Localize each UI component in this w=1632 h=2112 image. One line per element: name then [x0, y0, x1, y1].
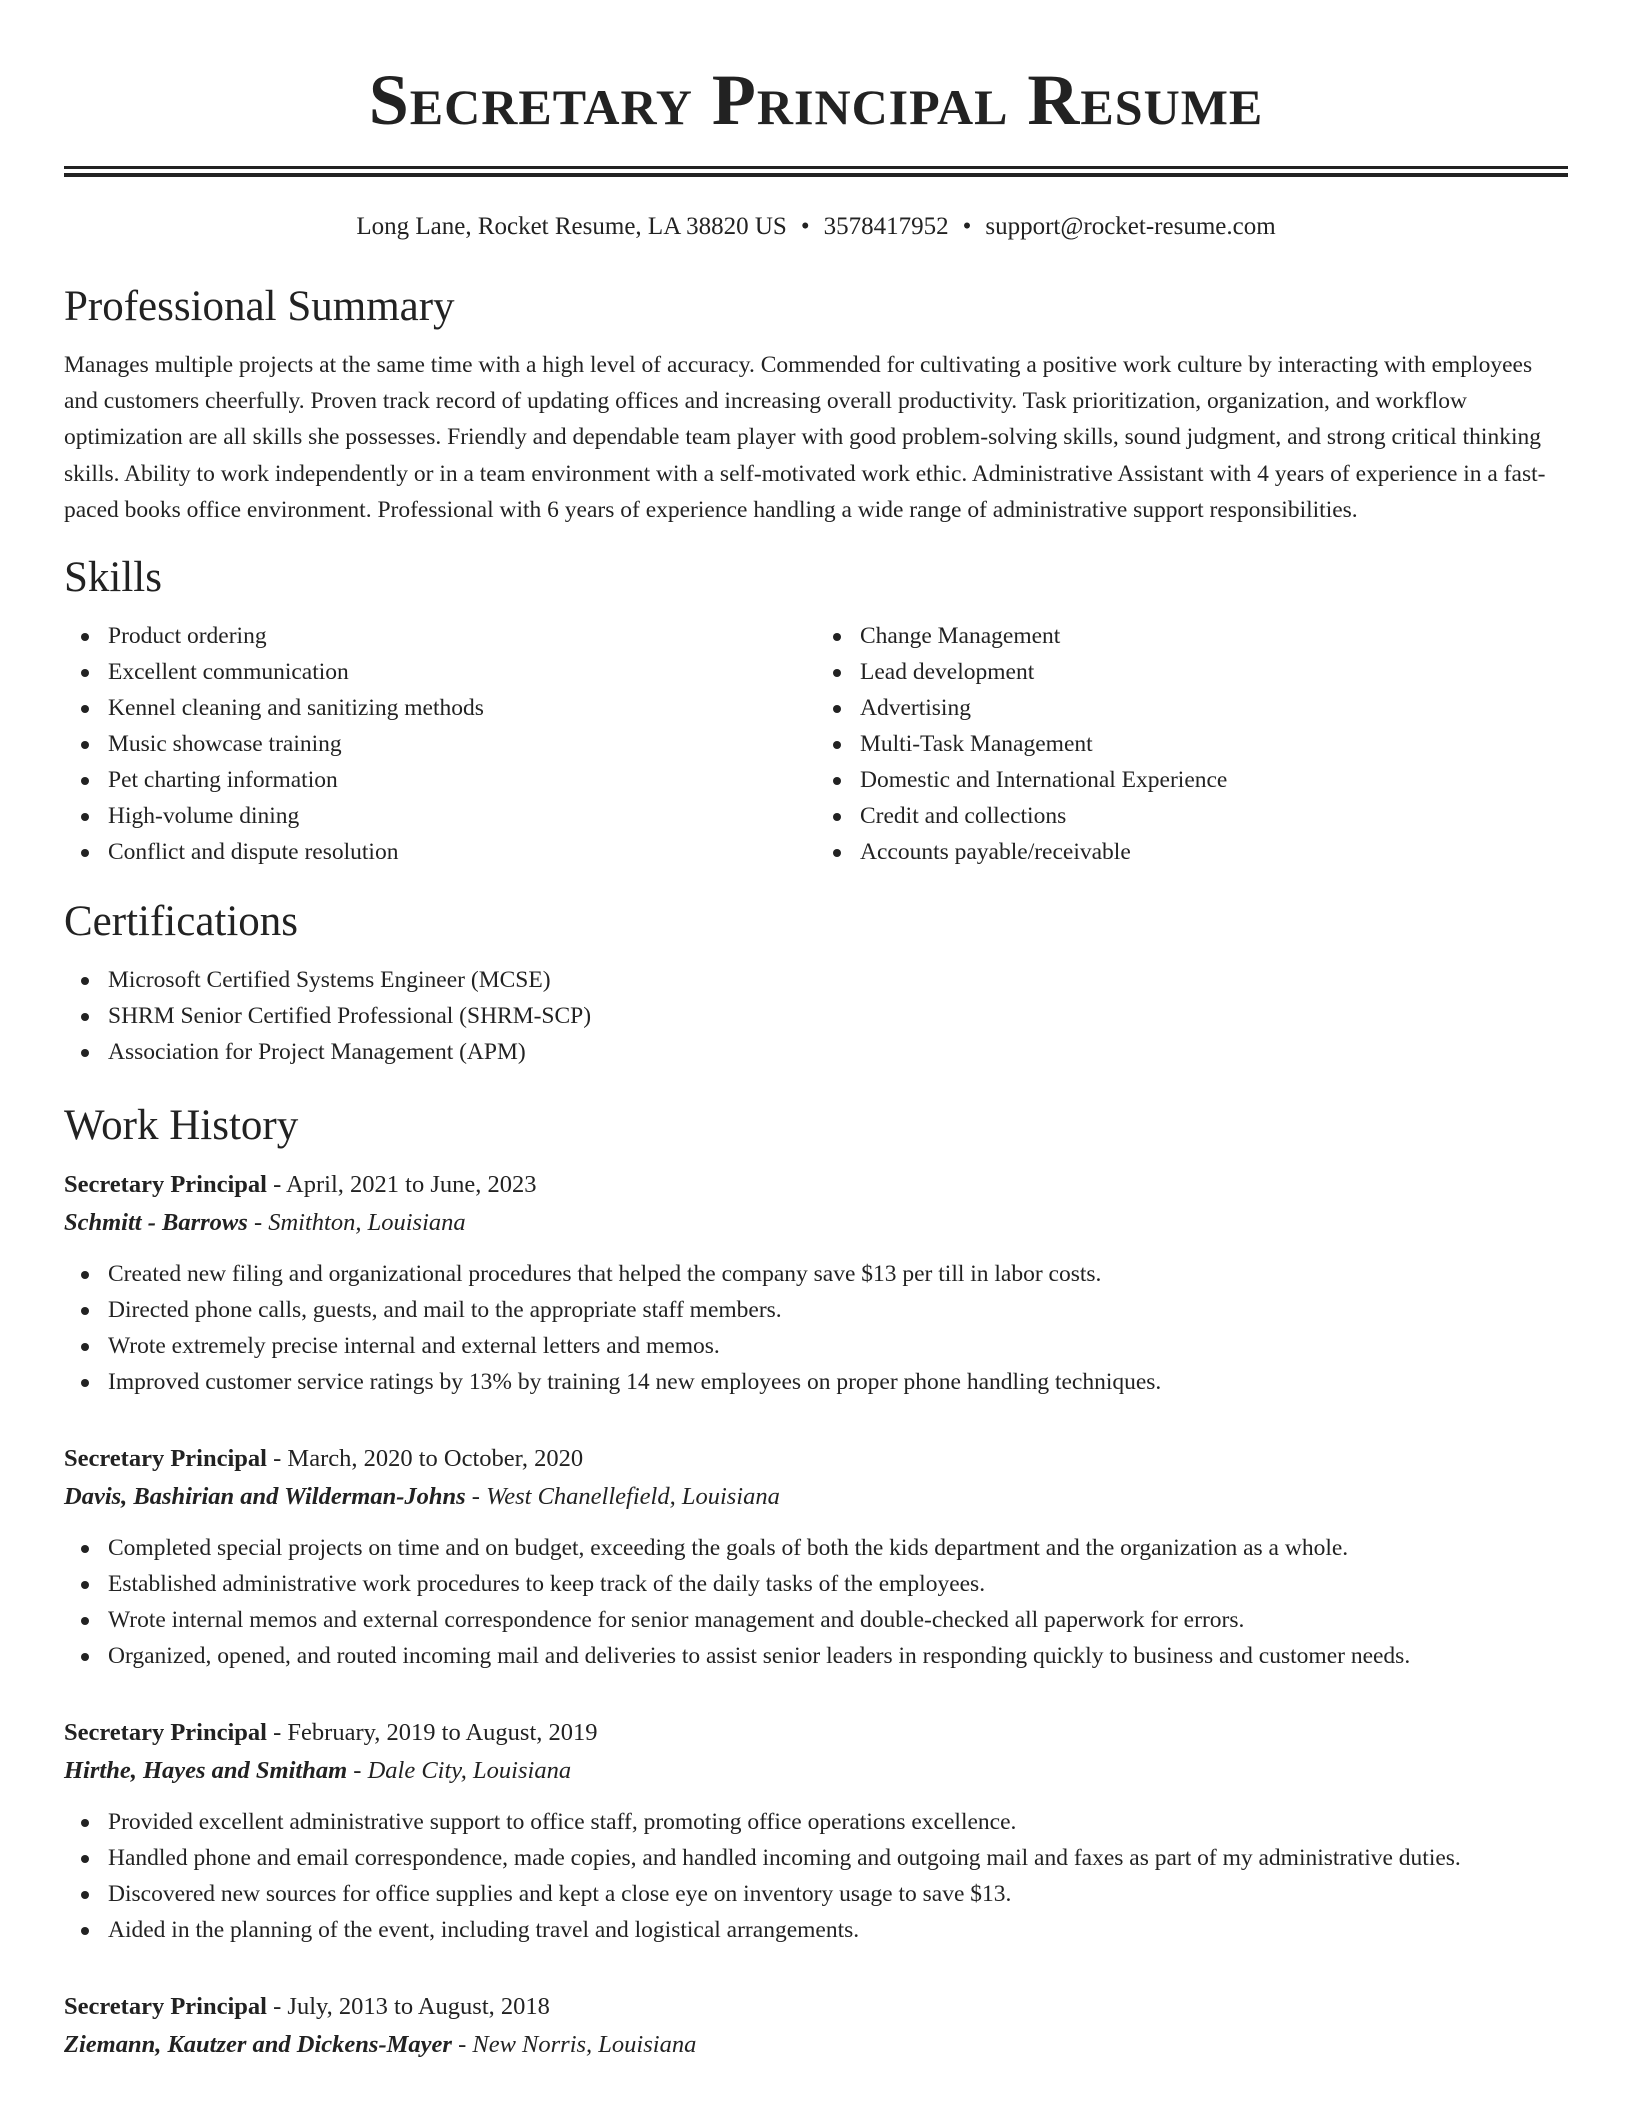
job-dates: April, 2021 to June, 2023 [286, 1171, 537, 1199]
job-company-line [64, 1204, 1568, 1242]
job-location: Smithton, Louisiana [268, 1209, 466, 1237]
job-bullet: Aided in the planning of the event, including travel and logistical arrangements. [64, 1912, 1568, 1948]
job-bullet: Discovered new sources for office supplies and kept a close eye on inventory usage to save $13. [64, 1876, 1568, 1912]
job-dates: March, 2020 to October, 2020 [287, 1445, 584, 1473]
job-entry [64, 1988, 1568, 2064]
contact-phone: 3578417952 [823, 213, 949, 240]
job-dash: - [266, 1993, 288, 2021]
job-company: Davis, Bashirian and Wilderman-Johns [64, 1483, 466, 1511]
job-entry [64, 1166, 1568, 1400]
job-dates: February, 2019 to August, 2019 [287, 1719, 598, 1747]
job-bullet: Handled phone and email correspondence, made copies, and handled incoming and outgoing mail and faxes as part of my administrative duties. [64, 1840, 1568, 1876]
skill-item: Music showcase training [64, 726, 816, 762]
job-bullet: Created new filing and organizational procedures that helped the company save $13 per till in labor costs. [64, 1256, 1568, 1292]
job-title-line [64, 1166, 1568, 1204]
job-company-line [64, 1752, 1568, 1790]
job-location: New Norris, Louisiana [472, 2031, 697, 2059]
job-bullet: Improved customer service ratings by 13% by training 14 new employees on proper phone handling techniques. [64, 1364, 1568, 1400]
contact-address: Long Lane, Rocket Resume, LA 38820 US [356, 213, 787, 240]
job-company: Schmitt - Barrows [64, 1209, 248, 1237]
job-location: West Chanellefield, Louisiana [486, 1483, 780, 1511]
skill-item: Kennel cleaning and sanitizing methods [64, 690, 816, 726]
skill-item: Change Management [816, 618, 1568, 654]
skill-item: Accounts payable/receivable [816, 834, 1568, 870]
skill-item: Multi-Task Management [816, 726, 1568, 762]
job-location: Dale City, Louisiana [367, 1757, 572, 1785]
work-history-list [64, 1166, 1568, 2064]
job-entry [64, 1714, 1568, 1948]
skill-item: Pet charting information [64, 762, 816, 798]
job-title: Secretary Principal [64, 1719, 267, 1747]
skill-item: Conflict and dispute resolution [64, 834, 816, 870]
skill-item: Credit and collections [816, 798, 1568, 834]
job-dash: - [347, 1757, 368, 1785]
job-bullet: Provided excellent administrative support to office staff, promoting office operations excellence. [64, 1804, 1568, 1840]
skills-columns [64, 618, 1568, 870]
certification-item: Microsoft Certified Systems Engineer (MCSE) [64, 962, 1568, 998]
summary-heading: Professional Summary [64, 283, 455, 330]
skills-heading: Skills [64, 554, 162, 602]
job-bullet-list [64, 1256, 1568, 1400]
job-bullet-list [64, 1804, 1568, 1948]
job-bullet: Directed phone calls, guests, and mail to the appropriate staff members. [64, 1292, 1568, 1328]
job-dash: - [247, 1209, 269, 1237]
resume-title: Secretary Principal Resume [368, 60, 1264, 140]
job-dash: - [451, 2031, 473, 2059]
job-dash: - [266, 1445, 288, 1473]
skill-item: Lead development [816, 654, 1568, 690]
job-entry [64, 1440, 1568, 1674]
skills-list-left [64, 618, 816, 870]
skills-list-right [816, 618, 1568, 870]
certification-item: Association for Project Management (APM) [64, 1034, 1568, 1070]
skill-item: Product ordering [64, 618, 816, 654]
job-title-line [64, 1988, 1568, 2026]
job-bullet: Wrote extremely precise internal and external letters and memos. [64, 1328, 1568, 1364]
work-history-heading: Work History [64, 1102, 299, 1150]
job-company-line [64, 1478, 1568, 1516]
contact-line [64, 211, 1568, 243]
job-title: Secretary Principal [64, 1993, 267, 2021]
job-title-line [64, 1440, 1568, 1478]
contact-email[interactable]: support@rocket-resume.com [985, 213, 1276, 240]
job-dash: - [266, 1171, 287, 1199]
job-company: Hirthe, Hayes and Smitham [64, 1757, 348, 1785]
job-dates: July, 2013 to August, 2018 [287, 1993, 550, 2021]
skill-item: High-volume dining [64, 798, 816, 834]
skill-item: Excellent communication [64, 654, 816, 690]
job-title: Secretary Principal [64, 1445, 267, 1473]
job-bullet-list [64, 1530, 1568, 1674]
contact-separator: • [800, 213, 810, 240]
job-title-line [64, 1714, 1568, 1752]
job-dash: - [266, 1719, 288, 1747]
job-bullet: Established administrative work procedures to keep track of the daily tasks of the employees. [64, 1566, 1568, 1602]
job-company: Ziemann, Kautzer and Dickens-Mayer [64, 2031, 452, 2059]
certifications-heading: Certifications [64, 898, 299, 946]
job-bullet: Wrote internal memos and external correspondence for senior management and double-checked all paperwork for errors. [64, 1602, 1568, 1638]
skill-item: Domestic and International Experience [816, 762, 1568, 798]
summary-text: Manages multiple projects at the same time with a high level of accuracy. Commended for cultivating a positive work culture by interacting with employees and customers cheerfully. Proven track record of updating offices and increasing overall productivity. Task prioritization, organization, and workflow optimization are all skills she possesses. Friendly and dependable team player with good problem-solving skills, sound judgment, and strong critical thinking skills. Ability to work independently or in a team environment with a self-motivated work ethic. Administrative Assistant with 4 years of experience in a fast-paced books office environment. Professional with 6 years of experience handling a wide range of administrative support responsibilities. [64, 352, 1546, 523]
job-dash: - [465, 1483, 487, 1511]
contact-separator: • [962, 213, 972, 240]
certifications-list [64, 962, 1568, 1070]
job-title: Secretary Principal [64, 1171, 267, 1199]
title-double-rule [64, 166, 1568, 177]
job-bullet: Organized, opened, and routed incoming mail and deliveries to assist senior leaders in responding quickly to business and customer needs. [64, 1638, 1568, 1674]
certification-item: SHRM Senior Certified Professional (SHRM-SCP) [64, 998, 1568, 1034]
job-company-line [64, 2026, 1568, 2064]
skill-item: Advertising [816, 690, 1568, 726]
job-bullet: Completed special projects on time and on budget, exceeding the goals of both the kids department and the organization as a whole. [64, 1530, 1568, 1566]
